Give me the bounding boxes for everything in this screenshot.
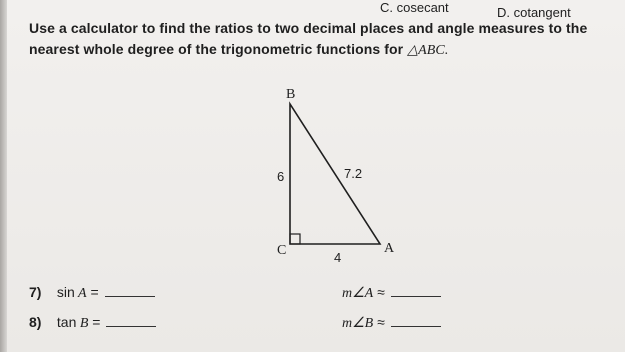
option-c: C. cosecant [380,0,449,15]
angle-variable: A [364,286,374,301]
question-8-angle [342,314,441,332]
question-7-angle [342,284,441,302]
angle-measure-prefix: m∠ [342,316,365,331]
angle-variable: A [78,286,87,301]
equals-sign: = [88,314,101,330]
question-number: 8) [29,314,42,330]
right-triangle-diagram [260,84,410,269]
side-bc-label: 6 [277,169,285,184]
triangle-shape [290,104,380,244]
side-ca-label: 4 [334,250,342,265]
answer-blank-angle[interactable] [391,314,441,327]
instructions [29,18,619,61]
side-ab-label: 7.2 [344,166,363,181]
vertex-c-label: C [277,243,287,258]
trig-function: tan [56,314,77,330]
vertex-b-label: B [286,87,296,102]
question-7-ratio [29,284,155,302]
question-number: 7) [29,284,42,300]
trig-function: sin [56,284,75,300]
option-d: D. cotangent [497,5,571,20]
answer-blank-ratio[interactable] [105,284,155,297]
approx-sign: ≈ [373,284,385,300]
angle-measure-prefix: m∠ [342,286,365,301]
instructions-text: Use a calculator to find the ratios to two decimal places and angle measures to the nearest whole degree of the trigonometric functions for [29,20,588,57]
equals-sign: = [86,284,99,300]
angle-variable: B [79,316,89,331]
right-angle-marker [290,234,300,244]
triangle-reference: △ABC. [407,43,449,58]
angle-variable: B [364,316,374,331]
question-8-ratio [29,314,156,332]
page-binding-edge [0,0,7,352]
vertex-a-label: A [384,241,395,256]
approx-sign: ≈ [373,314,385,330]
answer-blank-angle[interactable] [391,284,441,297]
answer-blank-ratio[interactable] [106,314,156,327]
